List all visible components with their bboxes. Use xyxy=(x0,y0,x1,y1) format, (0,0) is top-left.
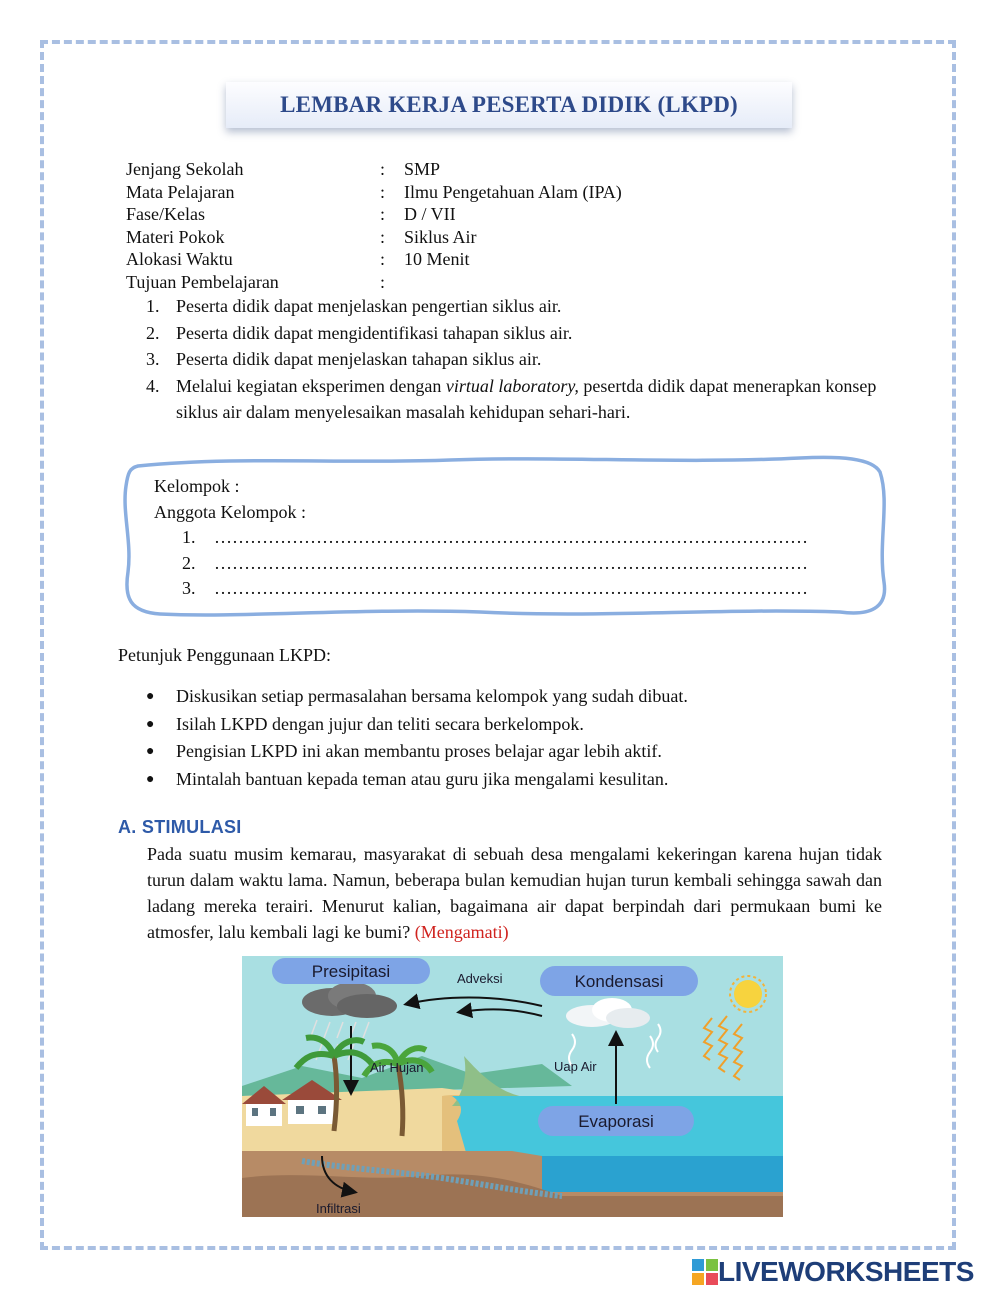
info-label: Alokasi Waktu xyxy=(126,249,233,270)
info-label: Jenjang Sekolah xyxy=(126,159,244,179)
petunjuk-heading: Petunjuk Penggunaan LKPD: xyxy=(118,645,331,665)
bullet-icon: ● xyxy=(146,771,155,787)
label-infiltrasi: Infiltrasi xyxy=(316,1201,361,1216)
member-blank[interactable]: ……………………………………………………………………………………… xyxy=(214,527,808,547)
goal-item xyxy=(146,373,886,426)
liveworksheets-wordmark: LIVEWORKSHEETS xyxy=(718,1256,974,1287)
info-row xyxy=(126,203,622,226)
label-presipitasi: Presipitasi xyxy=(311,962,391,981)
info-colon: : xyxy=(380,159,386,179)
pill-presipitasi xyxy=(272,958,430,984)
stimulus-text: Pada suatu musim kemarau, masyarakat di sebuah desa mengalami kekeringan karena hujan tidak turun dalam waktu lama. Namun, beberapa bulan kemudian hujan turun kembali sehingga sawah dan ladang mereka terairi. Menurut kalian, bagaimana air dapat berpindah dari permukaan bumi ke atmosfer, lalu kembali lagi ke bumi? xyxy=(147,844,882,942)
list-item xyxy=(146,683,688,711)
info-label: Mata Pelajaran xyxy=(126,181,235,202)
stimulus-paragraph xyxy=(147,841,882,945)
list-item-text: Pengisian LKPD ini akan membantu proses belajar agar lebih aktif. xyxy=(176,741,662,761)
list-item xyxy=(146,766,688,794)
info-row xyxy=(126,226,622,249)
goal-text-part: pesertda didik dapat menerapkan konsep siklus air dalam menyelesaikan masalah kehidupan sehari-hari. xyxy=(176,375,877,422)
label-air-hujan: Air Hujan xyxy=(370,1060,424,1075)
goal-number: 3. xyxy=(146,349,160,369)
list-item xyxy=(146,738,688,766)
goal-text-italic: virtual laboratory, xyxy=(445,375,579,396)
goal-number: 1. xyxy=(146,296,160,316)
member-number: 2. xyxy=(182,552,196,573)
info-value: D / VII xyxy=(404,204,456,225)
info-value: SMP xyxy=(404,159,441,179)
title-box xyxy=(226,82,792,128)
label-evaporasi: Evaporasi xyxy=(578,1112,654,1131)
kelompok-label: Kelompok : xyxy=(154,476,240,496)
water-cycle-illustration xyxy=(242,956,783,1217)
goal-item xyxy=(146,293,886,320)
member-number: 1. xyxy=(182,527,196,547)
info-colon: : xyxy=(380,181,386,202)
list-item-text: Isilah LKPD dengan jujur dan teliti secara berkelompok. xyxy=(176,713,584,734)
info-value: 10 Menit xyxy=(404,249,470,270)
info-label: Materi Pokok xyxy=(126,226,225,247)
info-table xyxy=(126,158,622,294)
page-title: LEMBAR KERJA PESERTA DIDIK (LKPD) xyxy=(280,92,738,117)
learning-goals xyxy=(146,293,886,426)
goal-text xyxy=(176,373,886,426)
goal-number: 2. xyxy=(146,322,160,343)
sun-icon xyxy=(734,980,762,1008)
member-blank[interactable]: ……………………………………………………………………………………… xyxy=(214,578,808,598)
info-label: Tujuan Pembelajaran xyxy=(126,271,279,292)
info-row xyxy=(126,158,622,181)
goal-text: Peserta didik dapat mengidentifikasi tahapan siklus air. xyxy=(176,322,573,343)
info-label: Fase/Kelas xyxy=(126,204,205,225)
list-item-text: Mintalah bantuan kepada teman atau guru jika mengalami kesulitan. xyxy=(176,768,669,789)
info-row xyxy=(126,181,622,204)
list-item-text: Diskusikan setiap permasalahan bersama kelompok yang sudah dibuat. xyxy=(176,686,688,706)
info-value: Siklus Air xyxy=(404,226,477,247)
group-form xyxy=(154,474,808,602)
info-row xyxy=(126,271,622,294)
bullet-icon: ● xyxy=(146,744,155,759)
anggota-label: Anggota Kelompok : xyxy=(154,501,306,522)
liveworksheets-icon xyxy=(692,1259,718,1285)
goal-text: Peserta didik dapat menjelaskan tahapan siklus air. xyxy=(176,349,542,369)
info-colon: : xyxy=(380,204,386,225)
member-blank[interactable]: ……………………………………………………………………………………… xyxy=(214,552,808,573)
info-colon: : xyxy=(380,226,386,247)
member-line[interactable] xyxy=(154,551,808,577)
member-line[interactable] xyxy=(154,576,808,602)
info-colon: : xyxy=(380,271,386,292)
goal-text-part: Melalui kegiatan eksperimen dengan xyxy=(176,375,446,396)
pill-kondensasi xyxy=(540,966,698,996)
member-line[interactable] xyxy=(154,525,808,551)
goal-item xyxy=(146,346,886,373)
bullet-icon: ● xyxy=(146,716,155,732)
bullet-icon: ● xyxy=(146,689,155,704)
list-item xyxy=(146,711,688,739)
goal-item xyxy=(146,320,886,347)
section-a-heading: A. STIMULASI xyxy=(118,817,242,837)
goal-text: Peserta didik dapat menjelaskan pengertian siklus air. xyxy=(176,296,562,316)
petunjuk-list xyxy=(146,683,688,793)
mengamati-tag: (Mengamati) xyxy=(414,922,509,942)
info-value: Ilmu Pengetahuan Alam (IPA) xyxy=(404,181,622,202)
goal-number: 4. xyxy=(146,375,160,396)
label-uap-air: Uap Air xyxy=(554,1059,597,1074)
liveworksheets-logo xyxy=(692,1256,974,1288)
member-number: 3. xyxy=(182,578,196,598)
label-kondensasi: Kondensasi xyxy=(574,972,664,991)
info-colon: : xyxy=(380,249,386,270)
label-adveksi: Adveksi xyxy=(457,971,503,986)
pill-evaporasi xyxy=(538,1106,694,1136)
info-row xyxy=(126,248,622,271)
